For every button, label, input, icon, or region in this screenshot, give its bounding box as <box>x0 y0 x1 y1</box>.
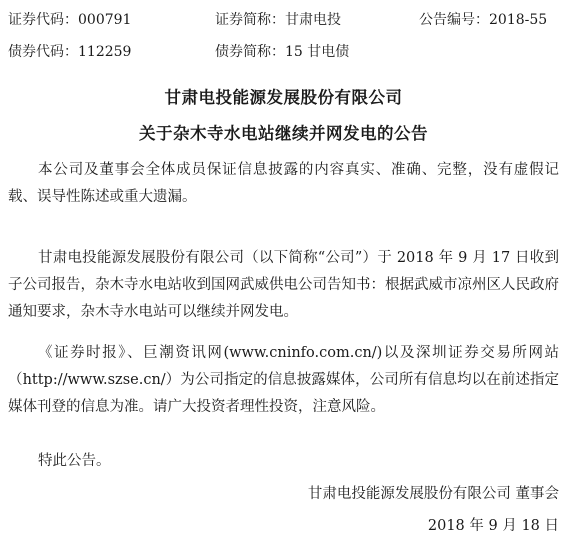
media-paragraph: 《证券时报》、巨潮资讯网(www.cninfo.com.cn/)以及深圳证券交易所网站（http://www.szse.cn/）为公司指定的信息披露媒体，公司所有信息均以在前述指定媒体刊登的信息为准。请广大投资者理性投资，注意风险。 <box>8 345 559 415</box>
bond-abbreviation: 债券简称：15 甘电债 <box>215 44 350 60</box>
signature-date: 2018 年 9 月 18 日 <box>427 518 559 534</box>
announcement-number: 公告编号：2018-55 <box>419 12 548 28</box>
stock-abbreviation: 证券简称：甘肃电投 <box>215 12 341 28</box>
bond-code: 债券代码：112259 <box>8 44 132 60</box>
closing-paragraph: 特此公告。 <box>38 453 111 469</box>
header-row-bonds <box>8 41 559 61</box>
header-row-codes <box>8 9 559 29</box>
announcement-title: 关于杂木寺水电站继续并网发电的公告 <box>139 124 428 143</box>
declaration-paragraph: 本公司及董事会全体成员保证信息披露的内容真实、准确、完整，没有虚假记载、误导性陈述或重大遗漏。 <box>8 162 559 205</box>
stock-code: 证券代码：000791 <box>8 12 132 28</box>
company-title: 甘肃电投能源发展股份有限公司 <box>164 88 403 107</box>
signer: 甘肃电投能源发展股份有限公司 董事会 <box>307 486 559 502</box>
main-paragraph: 甘肃电投能源发展股份有限公司（以下简称“公司”）于 2018 年 9 月 17 日收到子公司报告，杂木寺水电站收到国网武威供电公司告知书：根据武威市凉州区人民政府通知要求，杂木寺水电站可以继续并网发电。 <box>8 250 559 320</box>
